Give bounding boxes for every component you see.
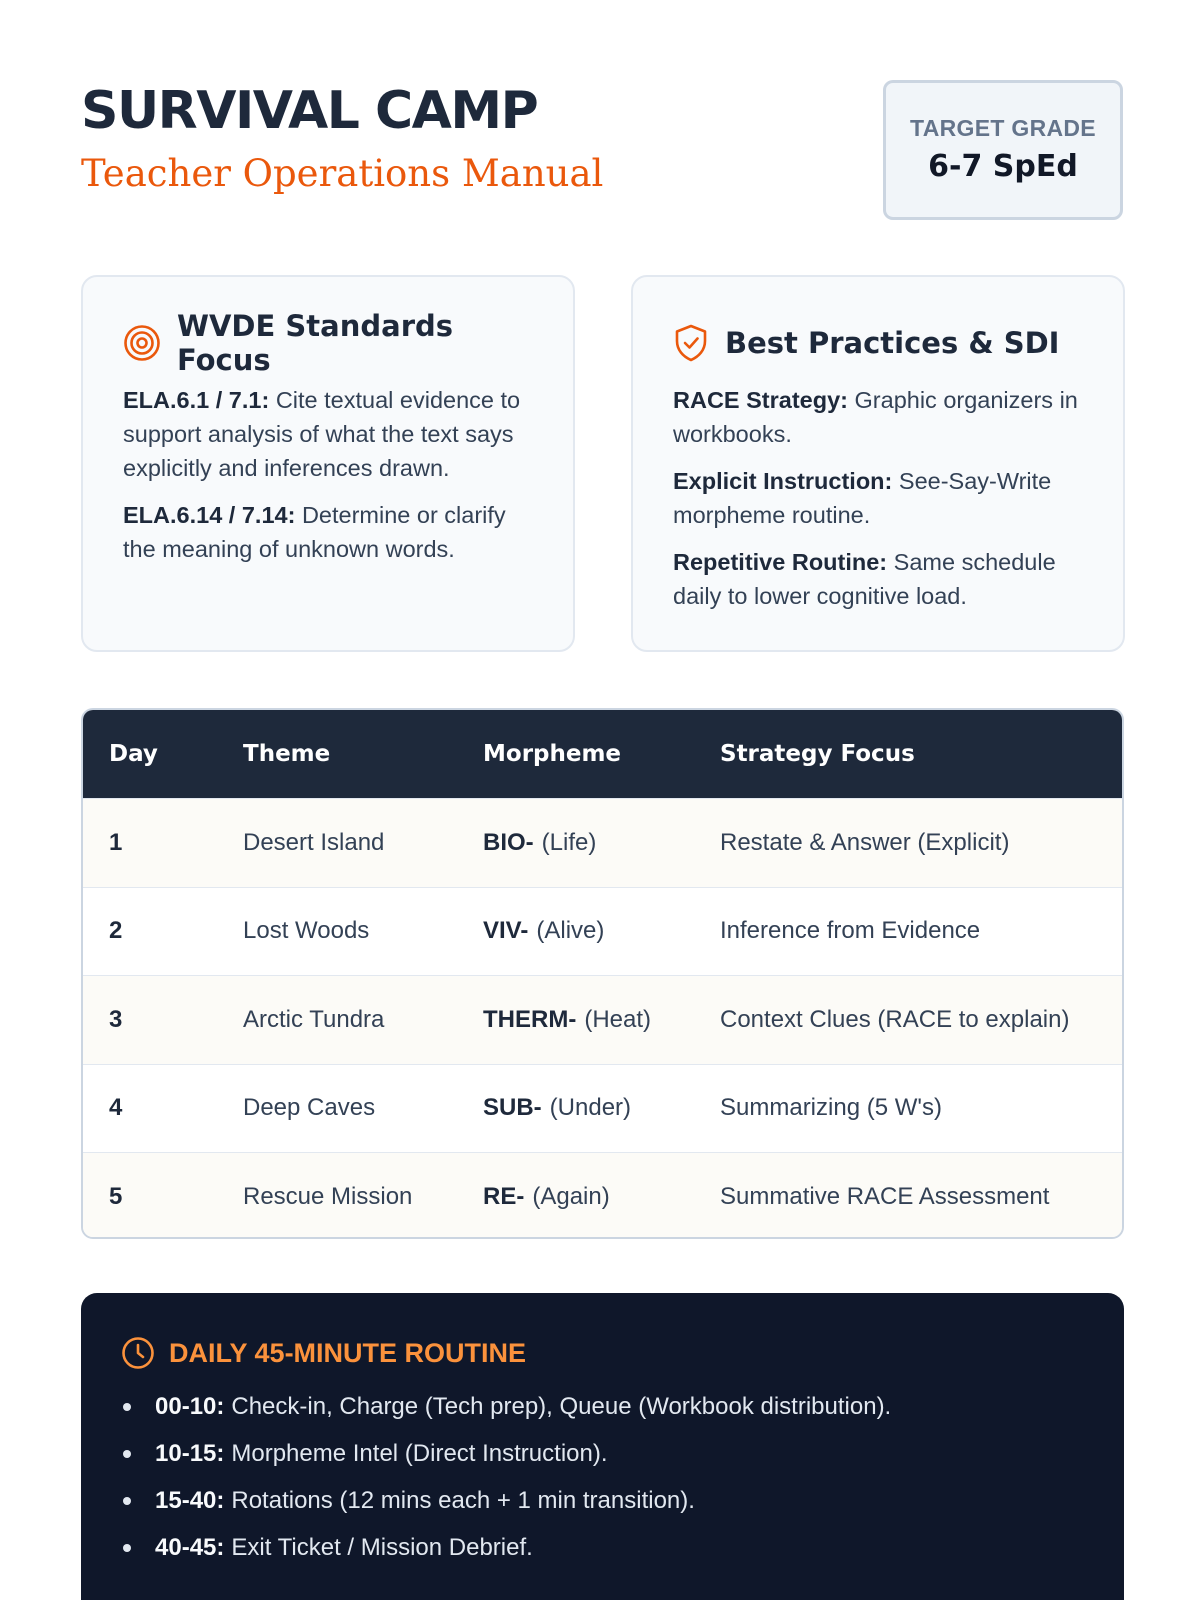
table-row — [83, 1152, 1122, 1239]
column-header-day: Day — [109, 741, 158, 767]
target-grade-label: TARGET GRADE — [910, 115, 1096, 141]
routine-time: 40-45: — [155, 1534, 225, 1561]
morpheme-meaning: (Heat) — [584, 1005, 652, 1033]
routine-list — [121, 1383, 1084, 1571]
target-grade-value: 6-7 SpEd — [928, 149, 1078, 184]
morpheme-prefix: RE- — [483, 1182, 525, 1210]
theme-cell: Arctic Tundra — [243, 1005, 385, 1033]
routine-text: Morpheme Intel (Direct Instruction). — [231, 1440, 608, 1467]
best-practices-card — [631, 275, 1125, 652]
strategy-cell: Summative RACE Assessment — [720, 1182, 1050, 1210]
table-row — [83, 975, 1122, 1064]
morpheme-prefix: THERM- — [483, 1005, 577, 1033]
routine-header — [121, 1335, 1084, 1371]
standards-card — [81, 275, 575, 652]
standard-text: Determine or clarify the meaning of unknown words. — [123, 502, 506, 562]
practice-label: RACE Strategy: — [673, 387, 848, 413]
morpheme-cell — [483, 1065, 631, 1153]
strategy-cell: Summarizing (5 W's) — [720, 1094, 942, 1122]
clock-icon — [121, 1336, 155, 1370]
best-practices-card-title: Best Practices & SDI — [725, 326, 1060, 360]
routine-time: 10-15: — [155, 1440, 225, 1467]
page-title: SURVIVAL CAMP — [81, 81, 538, 141]
practice-item — [673, 464, 1083, 532]
day-cell: 5 — [109, 1182, 123, 1210]
routine-time: 15-40: — [155, 1487, 225, 1514]
routine-item — [121, 1477, 1084, 1524]
morpheme-meaning: (Alive) — [536, 917, 605, 945]
column-header-morpheme: Morpheme — [483, 741, 622, 767]
page-subtitle: Teacher Operations Manual — [81, 152, 604, 195]
standard-item — [123, 383, 533, 485]
routine-item — [121, 1383, 1084, 1430]
practice-item — [673, 383, 1083, 451]
standard-code: ELA.6.1 / 7.1: — [123, 387, 270, 413]
strategy-cell: Inference from Evidence — [720, 917, 981, 945]
morpheme-prefix: VIV- — [483, 917, 529, 945]
best-practices-card-header — [673, 321, 1083, 365]
routine-title: DAILY 45-MINUTE ROUTINE — [169, 1337, 527, 1368]
column-header-theme: Theme — [243, 741, 331, 767]
bullet — [123, 1544, 131, 1552]
day-cell: 2 — [109, 917, 123, 945]
morpheme-meaning: (Life) — [541, 828, 597, 856]
day-cell: 4 — [109, 1094, 123, 1122]
routine-text: Rotations (12 mins each + 1 min transition). — [231, 1487, 695, 1514]
strategy-cell: Restate & Answer (Explicit) — [720, 828, 1010, 856]
shield-check-icon — [673, 324, 709, 362]
theme-cell: Lost Woods — [243, 917, 370, 945]
morpheme-meaning: (Under) — [549, 1094, 632, 1122]
table-header — [83, 710, 1122, 798]
table-row — [83, 1064, 1122, 1153]
standards-card-header — [123, 309, 533, 377]
morpheme-cell — [483, 799, 596, 887]
practice-label: Explicit Instruction: — [673, 468, 893, 494]
routine-time: 00-10: — [155, 1393, 225, 1420]
morpheme-meaning: (Again) — [532, 1182, 610, 1210]
standard-text: Cite textual evidence to support analysis of what the text says explicitly and inferences drawn. — [123, 387, 521, 481]
standard-code: ELA.6.14 / 7.14: — [123, 502, 296, 528]
daily-routine-panel — [81, 1293, 1124, 1600]
practice-label: Repetitive Routine: — [673, 549, 888, 575]
table-row — [83, 798, 1122, 887]
page-header — [81, 80, 1123, 220]
morpheme-prefix: SUB- — [483, 1094, 542, 1122]
schedule-table — [81, 708, 1124, 1239]
routine-item — [121, 1524, 1084, 1571]
practice-text: See-Say-Write morpheme routine. — [673, 468, 1052, 528]
routine-text: Exit Ticket / Mission Debrief. — [231, 1534, 533, 1561]
morpheme-cell — [483, 1153, 610, 1239]
column-header-strategy: Strategy Focus — [720, 741, 915, 767]
bullet — [123, 1497, 131, 1505]
standards-card-title: WVDE Standards Focus — [177, 309, 454, 377]
morpheme-cell — [483, 976, 651, 1064]
day-cell: 3 — [109, 1005, 123, 1033]
day-cell: 1 — [109, 828, 123, 856]
practice-text: Same schedule daily to lower cognitive load. — [673, 549, 1056, 609]
routine-item — [121, 1430, 1084, 1477]
table-row — [83, 887, 1122, 976]
bullet — [123, 1450, 131, 1458]
theme-cell: Rescue Mission — [243, 1182, 413, 1210]
target-icon — [123, 324, 161, 362]
theme-cell: Deep Caves — [243, 1094, 376, 1122]
standard-item — [123, 498, 533, 566]
strategy-cell: Context Clues (RACE to explain) — [720, 1005, 1070, 1033]
practice-text: Graphic organizers in workbooks. — [673, 387, 1078, 447]
bullet — [123, 1403, 131, 1411]
routine-text: Check-in, Charge (Tech prep), Queue (Workbook distribution). — [231, 1393, 892, 1420]
morpheme-cell — [483, 888, 604, 976]
theme-cell: Desert Island — [243, 828, 385, 856]
morpheme-prefix: BIO- — [483, 828, 534, 856]
practice-item — [673, 545, 1083, 613]
target-grade-badge — [883, 80, 1123, 220]
